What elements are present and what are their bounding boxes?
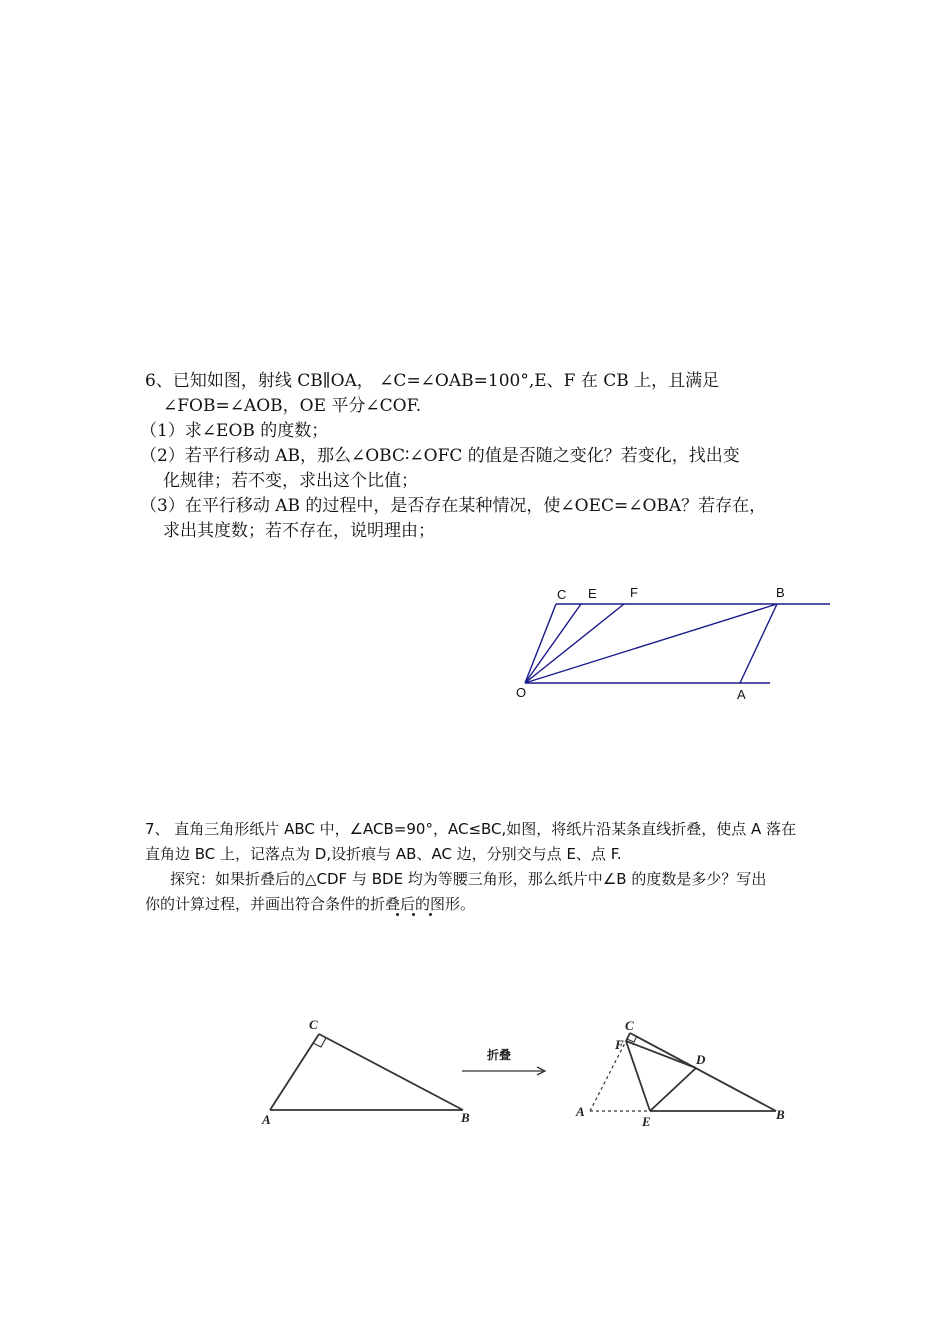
label-a: A [737,687,746,702]
label-b: B [776,1107,785,1122]
label-d: D [696,1052,706,1067]
problem6-question3-line2: 求出其度数；若不存在，说明理由； [163,521,435,541]
problem6-line2: ∠FOB=∠AOB，OE 平分∠COF. [163,396,422,416]
label-a: A [262,1112,271,1127]
side-bc [319,1034,463,1110]
problem6-line1: 6、已知如图，射线 CB∥OA， ∠C=∠OAB=100°,E、F 在 CB 上，且满足 [145,371,720,391]
problem6-question1: （1）求∠EOB 的度数； [140,421,329,441]
problem7-line1: 7、 直角三角形纸片 ABC 中，∠ACB=90°，AC≤BC,如图，将纸片沿某条直线折叠，使点 A 落在 [145,820,797,838]
problem6-question2-line2: 化规律；若不变，求出这个比值； [163,471,418,491]
problem6-figure [500,575,840,710]
problem7-line2: 直角边 BC 上，记落点为 D,设折痕与 AB、AC 边，分别交与点 E、点 F. [145,845,622,863]
problem7-right-figure [568,1013,798,1143]
crease-fe [626,1041,650,1111]
segment-ob [525,604,777,683]
segment-de [650,1068,696,1111]
label-o: O [516,685,527,700]
label-f: F [615,1037,624,1052]
label-e: E [642,1114,651,1129]
problem6-question2-line1: （2）若平行移动 AB，那么∠OBC∶∠OFC 的值是否随之变化？若变化，找出变 [140,446,740,466]
problem6-question3-line1: （3）在平行移动 AB 的过程中，是否存在某种情况，使∠OEC=∠OBA？若存在， [140,496,767,516]
segment-fd [626,1041,696,1068]
fold-arrow [455,1045,555,1080]
label-a: A [576,1104,585,1119]
segment-oe [525,604,581,683]
problem7-left-figure [258,1015,483,1135]
emphasis-dots [396,913,440,917]
segment-ab [740,604,777,683]
label-c: C [309,1017,318,1032]
label-b: B [461,1110,470,1125]
label-f: F [630,585,638,600]
label-e: E [588,586,597,601]
problem7-line3: 探究：如果折叠后的△CDF 与 BDE 均为等腰三角形，那么纸片中∠B 的度数是多少？写出 [170,870,767,888]
side-cb [630,1033,776,1111]
label-c: C [557,587,567,602]
problem7-line4: 你的计算过程，并画出符合条件的折叠后的图形。 [145,895,476,913]
fold-label: 折叠 [487,1048,512,1062]
label-b: B [776,585,785,600]
side-ac [270,1034,319,1110]
label-c: C [625,1018,634,1033]
